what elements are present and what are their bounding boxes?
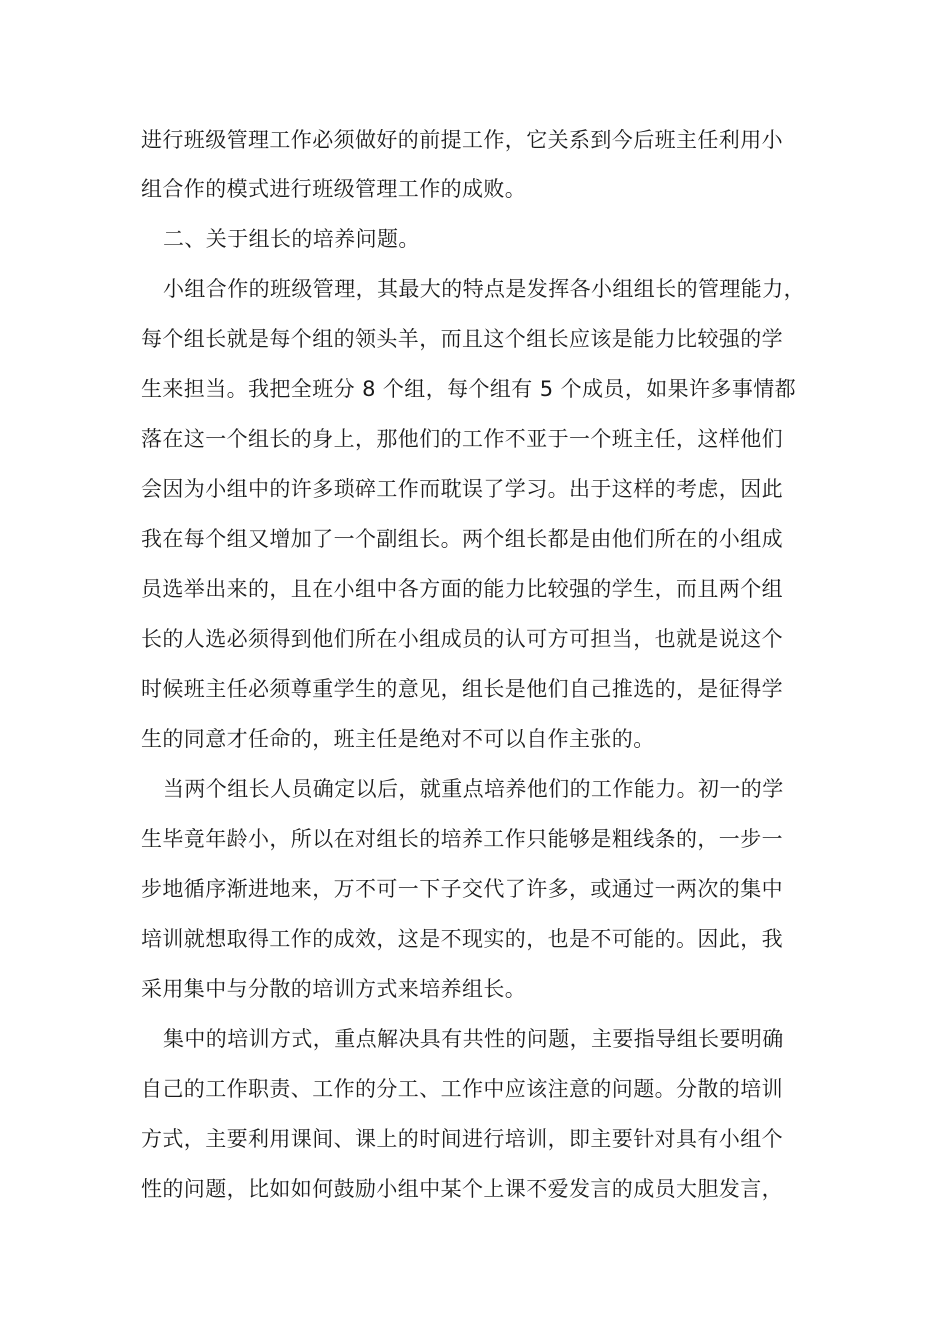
text-line: 组合作的模式进行班级管理工作的成败。 <box>141 177 527 201</box>
text-line: 步地循序渐进地来，万不可一下子交代了许多，或通过一两次的集中 <box>141 877 783 901</box>
text-line: 员选举出来的，且在小组中各方面的能力比较强的学生，而且两个组 <box>141 577 783 601</box>
text-line: 每个组长就是每个组的领头羊，而且这个组长应该是能力比较强的学 <box>141 327 783 351</box>
text-line: 培训就想取得工作的成效，这是不现实的，也是不可能的。因此，我 <box>141 927 783 951</box>
text-line: 采用集中与分散的培训方式来培养组长。 <box>141 977 527 1001</box>
text-line: 集中的培训方式，重点解决具有共性的问题，主要指导组长要明确 <box>163 1027 784 1051</box>
text-line: 自己的工作职责、工作的分工、工作中应该注意的问题。分散的培训 <box>141 1077 783 1101</box>
text-line: 生的同意才任命的，班主任是绝对不可以自作主张的。 <box>141 727 655 751</box>
text-line: 小组合作的班级管理，其最大的特点是发挥各小组组长的管理能力， <box>163 277 805 301</box>
text-line: 我在每个组又增加了一个副组长。两个组长都是由他们所在的小组成 <box>141 527 783 551</box>
text-line: 性的问题，比如如何鼓励小组中某个上课不爱发言的成员大胆发言， <box>141 1177 783 1201</box>
text-line: 生毕竟年龄小，所以在对组长的培养工作只能够是粗线条的，一步一 <box>141 827 783 851</box>
text-line: 时候班主任必须尊重学生的意见，组长是他们自己推选的，是征得学 <box>141 677 783 701</box>
text-line: 方式，主要利用课间、课上的时间进行培训，即主要针对具有小组个 <box>141 1127 783 1151</box>
text-line: 当两个组长人员确定以后，就重点培养他们的工作能力。初一的学 <box>163 777 784 801</box>
text-line: 生来担当。我把全班分 8 个组，每个组有 5 个成员，如果许多事情都 <box>141 377 797 401</box>
section-heading: 二、关于组长的培养问题。 <box>163 227 420 251</box>
text-line: 进行班级管理工作必须做好的前提工作，它关系到今后班主任利用小 <box>141 128 783 152</box>
text-line: 落在这一个组长的身上，那他们的工作不亚于一个班主任，这样他们 <box>141 427 783 451</box>
text-line: 会因为小组中的许多琐碎工作而耽误了学习。出于这样的考虑，因此 <box>141 477 783 501</box>
text-line: 长的人选必须得到他们所在小组成员的认可方可担当，也就是说这个 <box>141 627 783 651</box>
